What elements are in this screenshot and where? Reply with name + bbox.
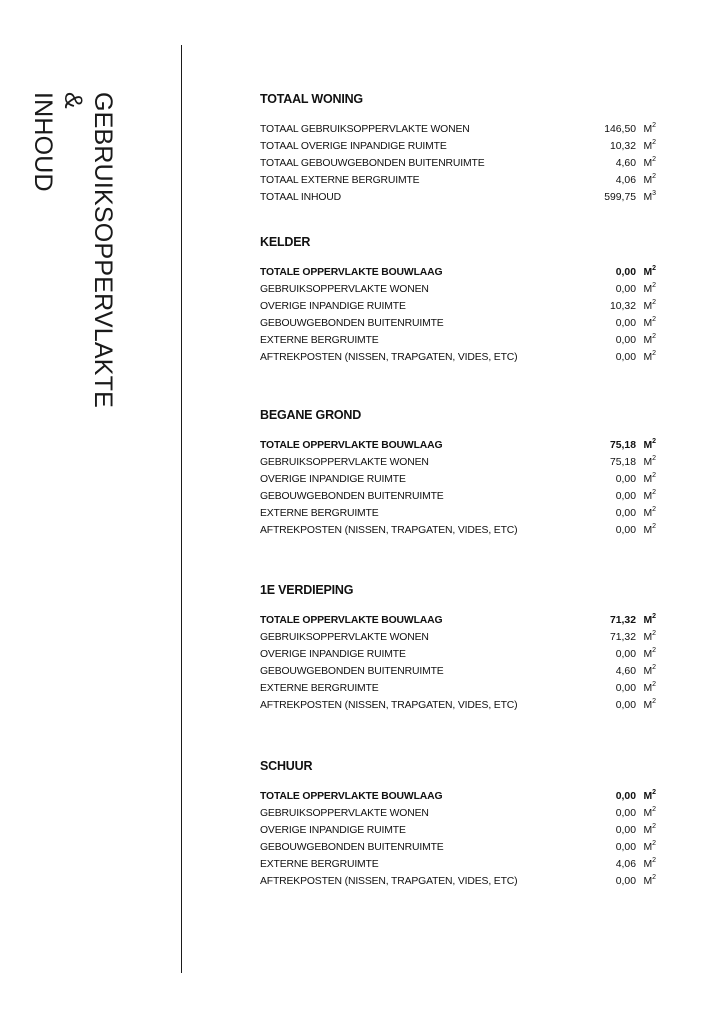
row-label: AFTREKPOSTEN (NISSEN, TRAPGATEN, VIDES, ETC) (260, 700, 518, 711)
row-unit (643, 697, 656, 714)
row-label: TOTALE OPPERVLAKTE BOUWLAAG (260, 791, 443, 802)
unit-exponent: 2 (652, 265, 656, 272)
unit-symbol: M (643, 632, 653, 643)
row-unit (643, 788, 656, 805)
table-row (260, 505, 658, 522)
row-label: GEBOUWGEBONDEN BUITENRUIMTE (260, 666, 444, 677)
row-value: 0,00 (615, 649, 636, 660)
unit-exponent: 2 (652, 282, 656, 289)
row-unit (643, 839, 656, 856)
unit-exponent: 2 (652, 455, 656, 462)
row-label: OVERIGE INPANDIGE RUIMTE (260, 649, 406, 660)
unit-exponent: 2 (652, 506, 656, 513)
total-row (260, 612, 658, 629)
unit-symbol: M (643, 124, 653, 135)
table-row (260, 155, 658, 172)
table-row (260, 471, 658, 488)
unit-symbol: M (643, 175, 653, 186)
unit-symbol: M (643, 491, 653, 502)
row-label: EXTERNE BERGRUIMTE (260, 683, 379, 694)
unit-exponent: 2 (652, 664, 656, 671)
row-label: EXTERNE BERGRUIMTE (260, 508, 379, 519)
unit-symbol: M (643, 700, 653, 711)
row-value: 0,00 (615, 474, 636, 485)
page-side-title (29, 92, 118, 408)
total-row (260, 264, 658, 281)
unit-symbol: M (643, 525, 653, 536)
unit-symbol: M (643, 457, 653, 468)
unit-exponent: 2 (652, 523, 656, 530)
table-row (260, 298, 658, 315)
unit-exponent: 2 (652, 122, 656, 129)
unit-exponent: 2 (652, 874, 656, 881)
row-value: 0,00 (615, 700, 636, 711)
row-label: TOTAAL OVERIGE INPANDIGE RUIMTE (260, 141, 447, 152)
row-unit (643, 822, 656, 839)
unit-exponent: 2 (652, 299, 656, 306)
section-title: BEGANE GROND (260, 408, 362, 422)
row-unit (643, 663, 656, 680)
unit-symbol: M (643, 267, 653, 278)
unit-symbol: M (643, 158, 653, 169)
section-title: TOTAAL WONING (260, 92, 363, 106)
row-value: 75,18 (609, 457, 636, 468)
row-label: GEBOUWGEBONDEN BUITENRUIMTE (260, 842, 444, 853)
row-unit (643, 856, 656, 873)
unit-exponent: 2 (652, 613, 656, 620)
table-row (260, 646, 658, 663)
unit-symbol: M (643, 808, 653, 819)
unit-exponent: 2 (652, 316, 656, 323)
row-value: 0,00 (615, 791, 636, 802)
unit-symbol: M (643, 666, 653, 677)
row-label: GEBRUIKSOPPERVLAKTE WONEN (260, 632, 429, 643)
unit-exponent: 2 (652, 173, 656, 180)
unit-exponent: 2 (652, 438, 656, 445)
row-unit (643, 315, 656, 332)
unit-symbol: M (643, 842, 653, 853)
row-unit (643, 612, 656, 629)
unit-symbol: M (643, 791, 653, 802)
row-label: TOTALE OPPERVLAKTE BOUWLAAG (260, 440, 443, 451)
row-unit (643, 680, 656, 697)
row-label: AFTREKPOSTEN (NISSEN, TRAPGATEN, VIDES, ETC) (260, 876, 518, 887)
row-value: 146,50 (604, 124, 636, 135)
unit-exponent: 2 (652, 630, 656, 637)
row-label: TOTAAL GEBOUWGEBONDEN BUITENRUIMTE (260, 158, 485, 169)
table-row (260, 121, 658, 138)
row-value: 75,18 (609, 440, 636, 451)
unit-symbol: M (643, 876, 653, 887)
side-title-line-2: INHOUD (29, 92, 57, 192)
row-value: 71,32 (609, 615, 636, 626)
table-row (260, 697, 658, 714)
unit-symbol: M (643, 508, 653, 519)
table-row (260, 488, 658, 505)
unit-symbol: M (643, 474, 653, 485)
section-title: 1E VERDIEPING (260, 583, 354, 597)
table-row (260, 805, 658, 822)
row-unit (643, 471, 656, 488)
table-row (260, 189, 658, 206)
table-row (260, 172, 658, 189)
row-value: 0,00 (615, 808, 636, 819)
table-row (260, 281, 658, 298)
row-unit (643, 298, 656, 315)
unit-exponent: 2 (652, 698, 656, 705)
unit-exponent: 2 (652, 857, 656, 864)
row-unit (643, 488, 656, 505)
row-unit (643, 281, 656, 298)
total-row (260, 437, 658, 454)
table-row (260, 856, 658, 873)
row-value: 10,32 (609, 141, 636, 152)
unit-exponent: 2 (652, 333, 656, 340)
row-label: OVERIGE INPANDIGE RUIMTE (260, 474, 406, 485)
unit-exponent: 3 (652, 190, 656, 197)
row-label: GEBRUIKSOPPERVLAKTE WONEN (260, 808, 429, 819)
unit-symbol: M (643, 683, 653, 694)
row-value: 4,60 (615, 666, 636, 677)
row-value: 0,00 (615, 525, 636, 536)
row-value: 4,60 (615, 158, 636, 169)
section-title: KELDER (260, 235, 311, 249)
unit-exponent: 2 (652, 139, 656, 146)
row-label: TOTAAL INHOUD (260, 192, 341, 203)
table-row (260, 349, 658, 366)
table-row (260, 680, 658, 697)
row-label: OVERIGE INPANDIGE RUIMTE (260, 301, 406, 312)
row-label: TOTAAL EXTERNE BERGRUIMTE (260, 175, 420, 186)
row-label: GEBOUWGEBONDEN BUITENRUIMTE (260, 491, 444, 502)
unit-symbol: M (643, 615, 653, 626)
unit-exponent: 2 (652, 489, 656, 496)
row-value: 599,75 (604, 192, 636, 203)
row-label: OVERIGE INPANDIGE RUIMTE (260, 825, 406, 836)
row-unit (643, 629, 656, 646)
row-unit (643, 155, 656, 172)
row-value: 0,00 (615, 683, 636, 694)
row-value: 0,00 (615, 284, 636, 295)
row-label: EXTERNE BERGRUIMTE (260, 859, 379, 870)
unit-exponent: 2 (652, 156, 656, 163)
row-unit (643, 805, 656, 822)
table-row (260, 822, 658, 839)
table-row (260, 629, 658, 646)
unit-symbol: M (643, 440, 653, 451)
unit-symbol: M (643, 318, 653, 329)
row-unit (643, 189, 656, 206)
row-unit (643, 646, 656, 663)
unit-exponent: 2 (652, 806, 656, 813)
unit-exponent: 2 (652, 840, 656, 847)
row-value: 0,00 (615, 318, 636, 329)
table-row (260, 315, 658, 332)
table-row (260, 839, 658, 856)
unit-symbol: M (643, 825, 653, 836)
row-unit (643, 332, 656, 349)
vertical-divider (181, 45, 182, 973)
row-value: 0,00 (615, 335, 636, 346)
row-value: 0,00 (615, 842, 636, 853)
unit-exponent: 2 (652, 350, 656, 357)
row-value: 0,00 (615, 825, 636, 836)
unit-exponent: 2 (652, 647, 656, 654)
unit-exponent: 2 (652, 681, 656, 688)
unit-exponent: 2 (652, 472, 656, 479)
unit-symbol: M (643, 352, 653, 363)
row-unit (643, 873, 656, 890)
row-unit (643, 454, 656, 471)
unit-symbol: M (643, 192, 653, 203)
table-row (260, 873, 658, 890)
row-value: 0,00 (615, 508, 636, 519)
unit-exponent: 2 (652, 789, 656, 796)
row-label: GEBRUIKSOPPERVLAKTE WONEN (260, 457, 429, 468)
row-label: TOTALE OPPERVLAKTE BOUWLAAG (260, 615, 443, 626)
unit-symbol: M (643, 859, 653, 870)
row-value: 10,32 (609, 301, 636, 312)
unit-symbol: M (643, 141, 653, 152)
row-unit (643, 505, 656, 522)
row-unit (643, 437, 656, 454)
row-value: 4,06 (615, 175, 636, 186)
table-row (260, 454, 658, 471)
row-unit (643, 264, 656, 281)
row-label: GEBRUIKSOPPERVLAKTE WONEN (260, 284, 429, 295)
row-value: 0,00 (615, 876, 636, 887)
row-value: 0,00 (615, 352, 636, 363)
table-row (260, 138, 658, 155)
row-label: EXTERNE BERGRUIMTE (260, 335, 379, 346)
row-label: AFTREKPOSTEN (NISSEN, TRAPGATEN, VIDES, ETC) (260, 525, 518, 536)
unit-exponent: 2 (652, 823, 656, 830)
row-unit (643, 172, 656, 189)
unit-symbol: M (643, 284, 653, 295)
section-title: SCHUUR (260, 759, 313, 773)
row-label: TOTALE OPPERVLAKTE BOUWLAAG (260, 267, 443, 278)
row-value: 71,32 (609, 632, 636, 643)
table-row (260, 522, 658, 539)
table-row (260, 663, 658, 680)
row-value: 0,00 (615, 491, 636, 502)
unit-symbol: M (643, 335, 653, 346)
total-row (260, 788, 658, 805)
row-unit (643, 522, 656, 539)
row-value: 4,06 (615, 859, 636, 870)
unit-symbol: M (643, 649, 653, 660)
row-unit (643, 121, 656, 138)
side-title-line-1: GEBRUIKSOPPERVLAKTE & (59, 92, 117, 408)
row-label: AFTREKPOSTEN (NISSEN, TRAPGATEN, VIDES, ETC) (260, 352, 518, 363)
row-unit (643, 349, 656, 366)
table-row (260, 332, 658, 349)
row-value: 0,00 (615, 267, 636, 278)
unit-symbol: M (643, 301, 653, 312)
row-unit (643, 138, 656, 155)
row-label: TOTAAL GEBRUIKSOPPERVLAKTE WONEN (260, 124, 470, 135)
row-label: GEBOUWGEBONDEN BUITENRUIMTE (260, 318, 444, 329)
